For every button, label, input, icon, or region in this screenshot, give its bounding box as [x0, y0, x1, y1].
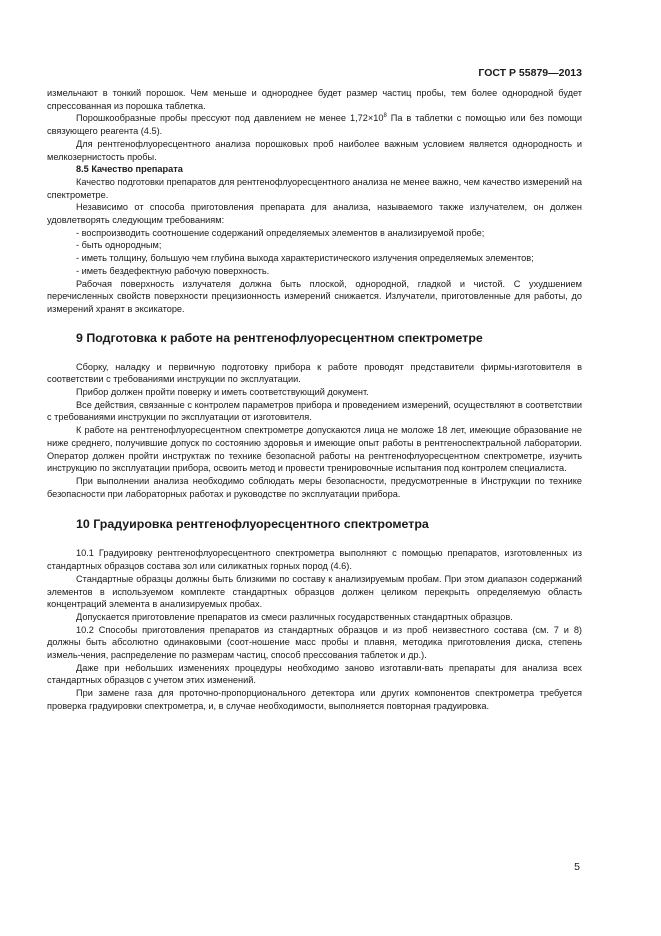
paragraph: Прибор должен пройти поверку и иметь соответствующий документ.: [76, 387, 369, 398]
list-item: - быть однородным;: [76, 240, 162, 251]
paragraph: Сборку, наладку и первичную подготовку прибора к работе проводят представители фирмы-изготовителя в соответствии с требованиями инструкции по эксплуатации.: [47, 361, 582, 385]
list-item: - воспроизводить соотношение содержаний определяемых элементов в анализируемой пробе;: [76, 227, 485, 238]
subsection-heading: 8.5 Качество препарата: [76, 164, 183, 175]
paragraph: К работе на рентгенофлуоресцентном спектрометре допускаются лица не моложе 18 лет, имеющие образование не ниже среднего, получившие допуск по состоянию здоровья и имеющие опыт работы в рентгеноспектральной лаборатории. Оператор должен пройти инструктаж по технике безопасной работы на рентгенофлуоресцентном спектрометре, изучить инструкцию по эксплуатации прибора, освоить метод и провести тренировочные испытания под контролем специалиста.: [47, 425, 582, 474]
paragraph: Допускается приготовление препаратов из смеси различных государственных стандартных образцов.: [76, 611, 513, 622]
page-number: 5: [574, 861, 580, 873]
paragraph: 10.1 Градуировку рентгенофлуоресцентного спектрометра выполняют с помощью препаратов, изготовленных из стандартных образцов состава зол или силикатных горных пород (4.6).: [47, 548, 582, 572]
paragraph: При замене газа для проточно-пропорционального детектора или других компонентов спектрометра требуется проверка градуировки спектрометра, и, в случае необходимости, выполняется повторная градуировка.: [47, 688, 582, 711]
standard-number: ГОСТ Р 55879—2013: [478, 67, 582, 79]
paragraph: Независимо от способа приготовления препарата для анализа, называемого также излучателем, он должен удовлетворять следующим требованиям:: [47, 202, 582, 226]
pressing-text-after: Па в таблетки с помощью или без помощи связующего реагента (4.5).: [47, 113, 582, 137]
list-item: - иметь бездефектную рабочую поверхность.: [76, 265, 270, 276]
section-heading-9: 9 Подготовка к работе на рентгенофлуоресцентном спектрометре: [76, 330, 483, 345]
section-heading-10: 10 Градуировка рентгенофлуоресцентного спектрометра: [76, 517, 429, 532]
paragraph: 10.2 Способы приготовления препаратов из стандартных образцов и из проб неизвестного состава (см. 7 и 8) должны быть абсолютно одинаковыми (соот-ношение масс пробы и плавня, методика приготовления диска, степень измель-чения, распределение по размерам частиц, способ прессования таблеток и др.).: [47, 624, 582, 661]
paragraph: Даже при небольших изменениях процедуры необходимо заново изготавли-вать препараты для анализа всех стандартных образцов с учетом этих изменений.: [47, 662, 582, 686]
pressing-text-before: Порошкообразные пробы прессуют под давлением не менее 1,72×10: [76, 113, 384, 124]
paragraph: Все действия, связанные с контролем параметров прибора и проведением измерений, осуществляют в соответствии с требованиями инструкции по эксплуатации от изготовителя.: [47, 399, 582, 423]
pressing-exponent: 8: [383, 113, 387, 120]
body-text: [47, 87, 582, 713]
paragraph: Стандартные образцы должны быть близкими по составу к анализируемым пробам. При этом диапазон содержаний элементов в используемом комплекте стандартных образцов должен целиком перекрыть определяемую область концентраций элемента в анализируемых пробах.: [47, 573, 582, 610]
paragraph: Для рентгенофлуоресцентного анализа порошковых проб наиболее важным условием является однородность и мелкозернистость пробы.: [47, 138, 582, 162]
paragraph: Рабочая поверхность излучателя должна быть плоской, однородной, гладкой и чистой. С ухудшением перечисленных свойств поверхности прецизионность измерений снижается. Излучатели, приготовленные для работы, до измерений хранят в эксикаторе.: [47, 278, 582, 314]
paragraph: При выполнении анализа необходимо соблюдать меры безопасности, предусмотренные в Инструкции по технике безопасности при лабораторных работах и руководстве по эксплуатации прибора.: [47, 475, 582, 499]
paragraph: Качество подготовки препаратов для рентгенофлуоресцентного анализа не менее важно, чем качество измерений на спектрометре.: [47, 176, 582, 200]
paragraph: измельчают в тонкий порошок. Чем меньше и однороднее будет размер частиц пробы, тем более однородной будет спрессованная из порошка таблетка.: [47, 88, 582, 111]
paragraph-pressing: [47, 112, 582, 137]
list-item: - иметь толщину, большую чем глубина выхода характеристического излучения определяемых элементов;: [76, 253, 534, 264]
